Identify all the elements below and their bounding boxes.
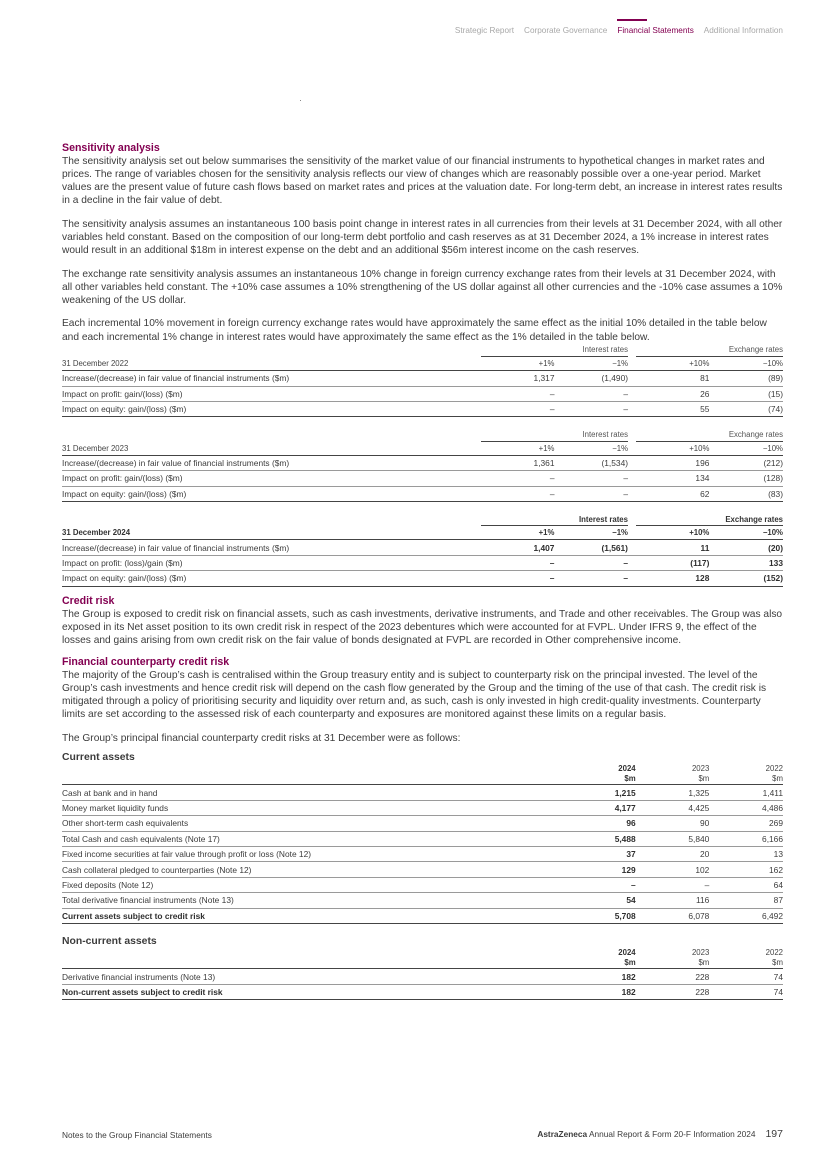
cell: 81 — [636, 371, 710, 386]
table-row — [62, 831, 783, 846]
total-row — [62, 984, 783, 999]
table-row — [62, 455, 783, 470]
row-label: Money market liquidity funds — [62, 800, 562, 815]
table-row — [62, 800, 783, 815]
cell: 55 — [636, 401, 710, 416]
cell: 5,840 — [636, 831, 710, 846]
col-header-2024: 2024 $m — [562, 764, 636, 785]
row-label: Impact on equity: gain/(loss) ($m) — [62, 486, 481, 501]
cell: – — [481, 555, 554, 570]
cell: 134 — [636, 471, 710, 486]
cell: (74) — [709, 401, 783, 416]
cell: (15) — [709, 386, 783, 401]
cell: (117) — [636, 555, 710, 570]
cell: 182 — [562, 969, 636, 984]
counterparty-heading: Financial counterparty credit risk — [62, 655, 230, 668]
cell: 5,488 — [562, 831, 636, 846]
group-interest-rates: Interest rates — [481, 344, 628, 357]
cell: 196 — [636, 455, 710, 470]
cell: 26 — [636, 386, 710, 401]
cell: – — [636, 877, 710, 892]
cell: 1,325 — [636, 785, 710, 800]
table-row — [62, 893, 783, 908]
sensitivity-paragraph-1: The sensitivity analysis set out below summarises the sensitivity of the market value of our financial instruments to hypothetical changes in market rates and prices. The range of variables chosen for the sensitivity analysis reflects our view of changes which are reasonably possible over a one-year period. Market values are the present value of future cash flows based on market rates and prices at the valuation date. For long-term debt, an increase in interest rates results in a decline in the fair value of debt. — [62, 156, 783, 207]
col-header: −10% — [709, 357, 783, 371]
page-content — [62, 142, 783, 1000]
row-label: Total derivative financial instruments (Note 13) — [62, 893, 562, 908]
table-title: 31 December 2024 — [62, 526, 481, 540]
footer-section-title: Notes to the Group Financial Statements — [62, 1130, 212, 1140]
counterparty-paragraph: The majority of the Group’s cash is centralised within the Group treasury entity and is subject to counterparty risk on the principal invested. The level of the Group’s cash investments and hence credit risk will depend on the cash flow generated by the Group and the timing of the use of that cash. The credit risk is mitigated through a policy of prioritising security and liquidity over return and, as such, cash is only invested in high credit-quality investments. Counterparty limits are set according to the assessed risk of each counterparty and exposures are monitored against these limits on a regular basis. — [62, 669, 767, 721]
cell: 4,177 — [562, 800, 636, 815]
row-label: Increase/(decrease) in fair value of financial instruments ($m) — [62, 371, 481, 386]
col-header-2023: 2023 $m — [636, 764, 710, 785]
cell: 11 — [636, 540, 710, 555]
cell: (128) — [709, 471, 783, 486]
col-header: +10% — [636, 441, 710, 455]
total-row — [62, 908, 783, 923]
table-row — [62, 540, 783, 555]
sensitivity-table-2024 — [62, 513, 783, 587]
nav-strategic-report[interactable]: Strategic Report — [454, 26, 515, 35]
col-header: −1% — [554, 526, 628, 540]
group-exchange-rates: Exchange rates — [636, 344, 783, 357]
cell: 182 — [562, 984, 636, 999]
sensitivity-paragraph-2: The sensitivity analysis assumes an instantaneous 100 basis point change in interest rates in all currencies from their levels at 31 December 2024, with all other variables held constant. Based on the composition of our long-term debt portfolio and cash reserves as at 31 December 2024, a 1% increase in interest rates would result in an additional $18m in interest expense on the debt and an additional $56m interest income on the cash reserves. — [62, 218, 783, 257]
col-header: −10% — [709, 441, 783, 455]
cell: 102 — [636, 862, 710, 877]
cell: – — [554, 571, 628, 586]
cell: 133 — [709, 555, 783, 570]
cell: 129 — [562, 862, 636, 877]
table-row — [62, 785, 783, 800]
group-exchange-rates: Exchange rates — [636, 428, 783, 441]
cell: – — [562, 877, 636, 892]
cell: 54 — [562, 893, 636, 908]
nav-financial-statements[interactable]: Financial Statements — [617, 26, 694, 35]
footer-report-title: Annual Report & Form 20-F Information 2024 — [587, 1129, 756, 1139]
cell: – — [555, 401, 629, 416]
cell: 1,215 — [562, 785, 636, 800]
row-label: Cash collateral pledged to counterparties (Note 12) — [62, 862, 562, 877]
cell: – — [555, 386, 629, 401]
table-row — [62, 486, 783, 501]
table-title: 31 December 2023 — [62, 441, 481, 455]
col-header-2022: 2022 $m — [709, 948, 783, 969]
current-assets-table — [62, 764, 783, 924]
sensitivity-table-2023 — [62, 428, 783, 502]
col-header: −1% — [555, 357, 629, 371]
group-interest-rates: Interest rates — [481, 513, 628, 526]
cell: 87 — [709, 893, 783, 908]
group-exchange-rates: Exchange rates — [636, 513, 783, 526]
cell: (152) — [709, 571, 783, 586]
cell: (1,534) — [555, 455, 629, 470]
col-header: +1% — [481, 526, 554, 540]
row-label: Fixed deposits (Note 12) — [62, 877, 562, 892]
row-label: Derivative financial instruments (Note 13) — [62, 969, 562, 984]
cell: 1,317 — [481, 371, 554, 386]
col-header: +1% — [481, 357, 554, 371]
cell: 20 — [636, 846, 710, 861]
cell: (83) — [709, 486, 783, 501]
credit-risk-heading: Credit risk — [62, 594, 115, 607]
cell: 116 — [636, 893, 710, 908]
row-label: Increase/(decrease) in fair value of financial instruments ($m) — [62, 455, 481, 470]
table-title: 31 December 2022 — [62, 357, 481, 371]
cell: – — [481, 486, 554, 501]
cell: (212) — [709, 455, 783, 470]
row-label: Impact on profit: gain/(loss) ($m) — [62, 471, 481, 486]
cell: 96 — [562, 816, 636, 831]
table-row — [62, 816, 783, 831]
cell: 37 — [562, 846, 636, 861]
col-header-2022: 2022 $m — [709, 764, 783, 785]
table-row — [62, 571, 783, 586]
col-header-2024: 2024 $m — [562, 948, 636, 969]
cell: (89) — [709, 371, 783, 386]
cell: 228 — [636, 969, 710, 984]
cell: 4,486 — [709, 800, 783, 815]
cell: 6,492 — [709, 908, 783, 923]
cell: 13 — [709, 846, 783, 861]
stray-dot — [300, 100, 301, 101]
table-row — [62, 386, 783, 401]
non-current-assets-heading: Non-current assets — [62, 935, 157, 947]
row-label: Current assets subject to credit risk — [62, 908, 562, 923]
row-label: Impact on profit: gain/(loss) ($m) — [62, 386, 481, 401]
page-number: 197 — [765, 1128, 783, 1140]
cell: 162 — [709, 862, 783, 877]
cell: 74 — [709, 969, 783, 984]
cell: – — [555, 486, 629, 501]
table-row — [62, 555, 783, 570]
row-label: Impact on equity: gain/(loss) ($m) — [62, 571, 481, 586]
row-label: Impact on profit: (loss)/gain ($m) — [62, 555, 481, 570]
cell: 6,078 — [636, 908, 710, 923]
current-assets-heading: Current assets — [62, 751, 135, 763]
cell: – — [481, 401, 554, 416]
sensitivity-paragraph-3: The exchange rate sensitivity analysis assumes an instantaneous 10% change in foreign currency exchange rates from their levels at 31 December 2024, with all other variables held constant. The +10% case assumes a 10% strengthening of the US dollar against all other currencies and the -10% case assumes a 10% weakening of the US dollar. — [62, 268, 783, 306]
col-header: +1% — [481, 441, 554, 455]
cell: 1,407 — [481, 540, 554, 555]
cell: 64 — [709, 877, 783, 892]
table-row — [62, 862, 783, 877]
cell: – — [481, 571, 554, 586]
cell: 90 — [636, 816, 710, 831]
sensitivity-heading: Sensitivity analysis — [62, 142, 160, 154]
table-row — [62, 401, 783, 416]
cell: 5,708 — [562, 908, 636, 923]
cell: 62 — [636, 486, 710, 501]
section-nav — [455, 26, 783, 35]
footer-report-info — [537, 1128, 783, 1140]
row-label: Fixed income securities at fair value through profit or loss (Note 12) — [62, 846, 562, 861]
cell: (1,561) — [554, 540, 628, 555]
table-row — [62, 371, 783, 386]
row-label: Cash at bank and in hand — [62, 785, 562, 800]
row-label: Increase/(decrease) in fair value of financial instruments ($m) — [62, 540, 481, 555]
row-label: Non-current assets subject to credit risk — [62, 984, 562, 999]
cell: 74 — [709, 984, 783, 999]
cell: 228 — [636, 984, 710, 999]
cell: 128 — [636, 571, 710, 586]
credit-risk-paragraph: The Group is exposed to credit risk on financial assets, such as cash investments, derivative instruments, and Trade and other receivables. The Group was also exposed in its Net asset position to its own credit risk in respect of the 2023 debentures which were accounted for at FVPL. Under IFRS 9, the effect of the losses and gains arising from own credit risk on the fair value of bonds designated at FVPL are recorded in Other comprehensive income. — [62, 608, 783, 646]
non-current-assets-table — [62, 948, 783, 1000]
cell: (1,490) — [555, 371, 629, 386]
row-label: Impact on equity: gain/(loss) ($m) — [62, 401, 481, 416]
row-label: Other short-term cash equivalents — [62, 816, 562, 831]
table-row — [62, 969, 783, 984]
group-interest-rates: Interest rates — [481, 428, 628, 441]
footer-brand: AstraZeneca — [537, 1129, 588, 1139]
cell: (20) — [709, 540, 783, 555]
table-row — [62, 471, 783, 486]
cell: 269 — [709, 816, 783, 831]
cell: 1,411 — [709, 785, 783, 800]
cell: 4,425 — [636, 800, 710, 815]
table-row — [62, 877, 783, 892]
col-header: −10% — [709, 526, 783, 540]
sensitivity-paragraph-4: Each incremental 10% movement in foreign currency exchange rates would have approximately the same effect as the initial 10% detailed in the table below and each incremental 1% change in interest rates would have approximately the same effect as the 1% detailed in the table below. — [62, 318, 767, 343]
nav-corporate-governance[interactable]: Corporate Governance — [524, 26, 608, 35]
cell: 6,166 — [709, 831, 783, 846]
cell: 1,361 — [481, 455, 554, 470]
sensitivity-table-2022 — [62, 344, 783, 418]
col-header: −1% — [555, 441, 629, 455]
cell: – — [554, 555, 628, 570]
cell: – — [555, 471, 629, 486]
row-label: Total Cash and cash equivalents (Note 17) — [62, 831, 562, 846]
table-row — [62, 846, 783, 861]
col-header-2023: 2023 $m — [636, 948, 710, 969]
col-header: +10% — [636, 526, 710, 540]
nav-additional-information[interactable]: Additional Information — [703, 26, 783, 35]
cell: – — [481, 386, 554, 401]
col-header: +10% — [636, 357, 710, 371]
counterparty-intro: The Group’s principal financial counterparty credit risks at 31 December were as follows: — [62, 732, 461, 744]
cell: – — [481, 471, 554, 486]
